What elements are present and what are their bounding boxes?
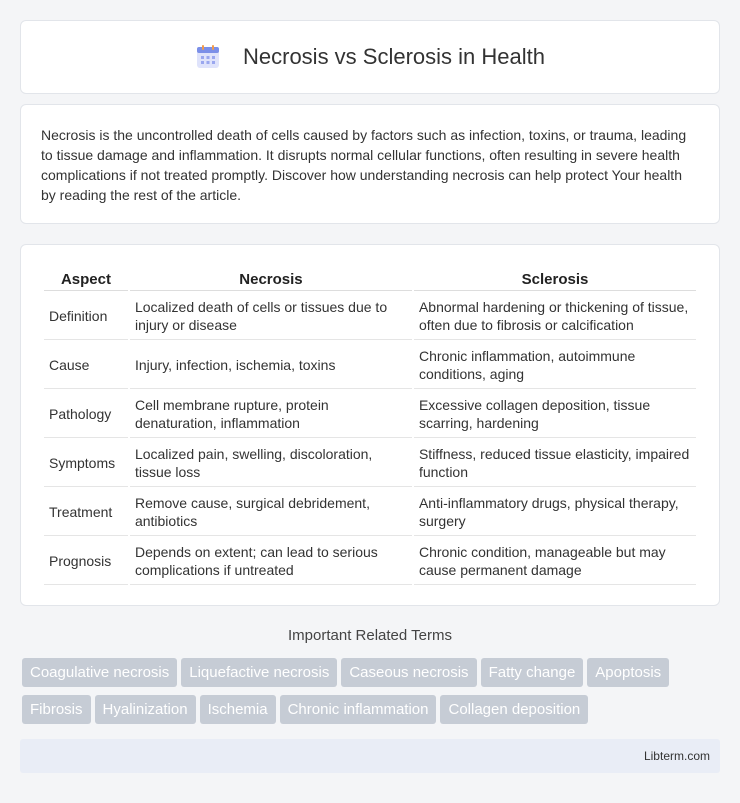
row-necrosis: Depends on extent; can lead to serious complications if untreated [130, 538, 412, 585]
row-necrosis: Injury, infection, ischemia, toxins [130, 342, 412, 389]
term-tag[interactable]: Fibrosis [22, 695, 91, 724]
row-necrosis: Cell membrane rupture, protein denaturation, inflammation [130, 391, 412, 438]
row-necrosis: Localized pain, swelling, discoloration, tissue loss [130, 440, 412, 487]
term-tag[interactable]: Chronic inflammation [280, 695, 437, 724]
term-tag[interactable]: Coagulative necrosis [22, 658, 177, 687]
footer [20, 739, 720, 773]
term-tag[interactable]: Fatty change [481, 658, 584, 687]
page-title: Necrosis vs Sclerosis in Health [243, 44, 545, 69]
table-row [44, 538, 696, 585]
related-terms-list [22, 658, 722, 732]
comparison-card [20, 244, 720, 606]
header-sclerosis: Sclerosis [414, 267, 696, 291]
table-row [44, 440, 696, 487]
row-aspect: Cause [44, 342, 128, 389]
row-sclerosis: Abnormal hardening or thickening of tissue, often due to fibrosis or calcification [414, 293, 696, 340]
comparison-table [42, 265, 698, 587]
row-aspect: Pathology [44, 391, 128, 438]
row-sclerosis: Chronic inflammation, autoimmune conditions, aging [414, 342, 696, 389]
table-row [44, 391, 696, 438]
term-tag[interactable]: Apoptosis [587, 658, 669, 687]
row-aspect: Symptoms [44, 440, 128, 487]
row-aspect: Treatment [44, 489, 128, 536]
row-aspect: Prognosis [44, 538, 128, 585]
row-sclerosis: Chronic condition, manageable but may cause permanent damage [414, 538, 696, 585]
row-necrosis: Localized death of cells or tissues due to injury or disease [130, 293, 412, 340]
row-necrosis: Remove cause, surgical debridement, antibiotics [130, 489, 412, 536]
intro-card [20, 104, 720, 224]
table-row [44, 293, 696, 340]
table-row [44, 489, 696, 536]
table-row [44, 342, 696, 389]
term-tag[interactable]: Hyalinization [95, 695, 196, 724]
term-tag[interactable]: Caseous necrosis [341, 658, 476, 687]
intro-text: Necrosis is the uncontrolled death of cells caused by factors such as infection, toxins, or trauma, leading to tissue damage and inflammation. It disrupts normal cellular functions, often resulting in severe health complications if not treated promptly. Discover how understanding necrosis can help protect Your health by reading the rest of the article. [41, 127, 687, 203]
footer-brand[interactable]: Libterm.com [643, 749, 710, 763]
title-card [20, 20, 720, 94]
term-tag[interactable]: Ischemia [200, 695, 276, 724]
row-sclerosis: Stiffness, reduced tissue elasticity, impaired function [414, 440, 696, 487]
table-header-row [44, 267, 696, 291]
calendar-icon [195, 44, 221, 70]
header-aspect: Aspect [44, 267, 128, 291]
row-aspect: Definition [44, 293, 128, 340]
related-terms-title: Important Related Terms [288, 627, 452, 644]
row-sclerosis: Excessive collagen deposition, tissue scarring, hardening [414, 391, 696, 438]
row-sclerosis: Anti-inflammatory drugs, physical therapy, surgery [414, 489, 696, 536]
term-tag[interactable]: Liquefactive necrosis [181, 658, 337, 687]
term-tag[interactable]: Collagen deposition [440, 695, 588, 724]
header-necrosis: Necrosis [130, 267, 412, 291]
